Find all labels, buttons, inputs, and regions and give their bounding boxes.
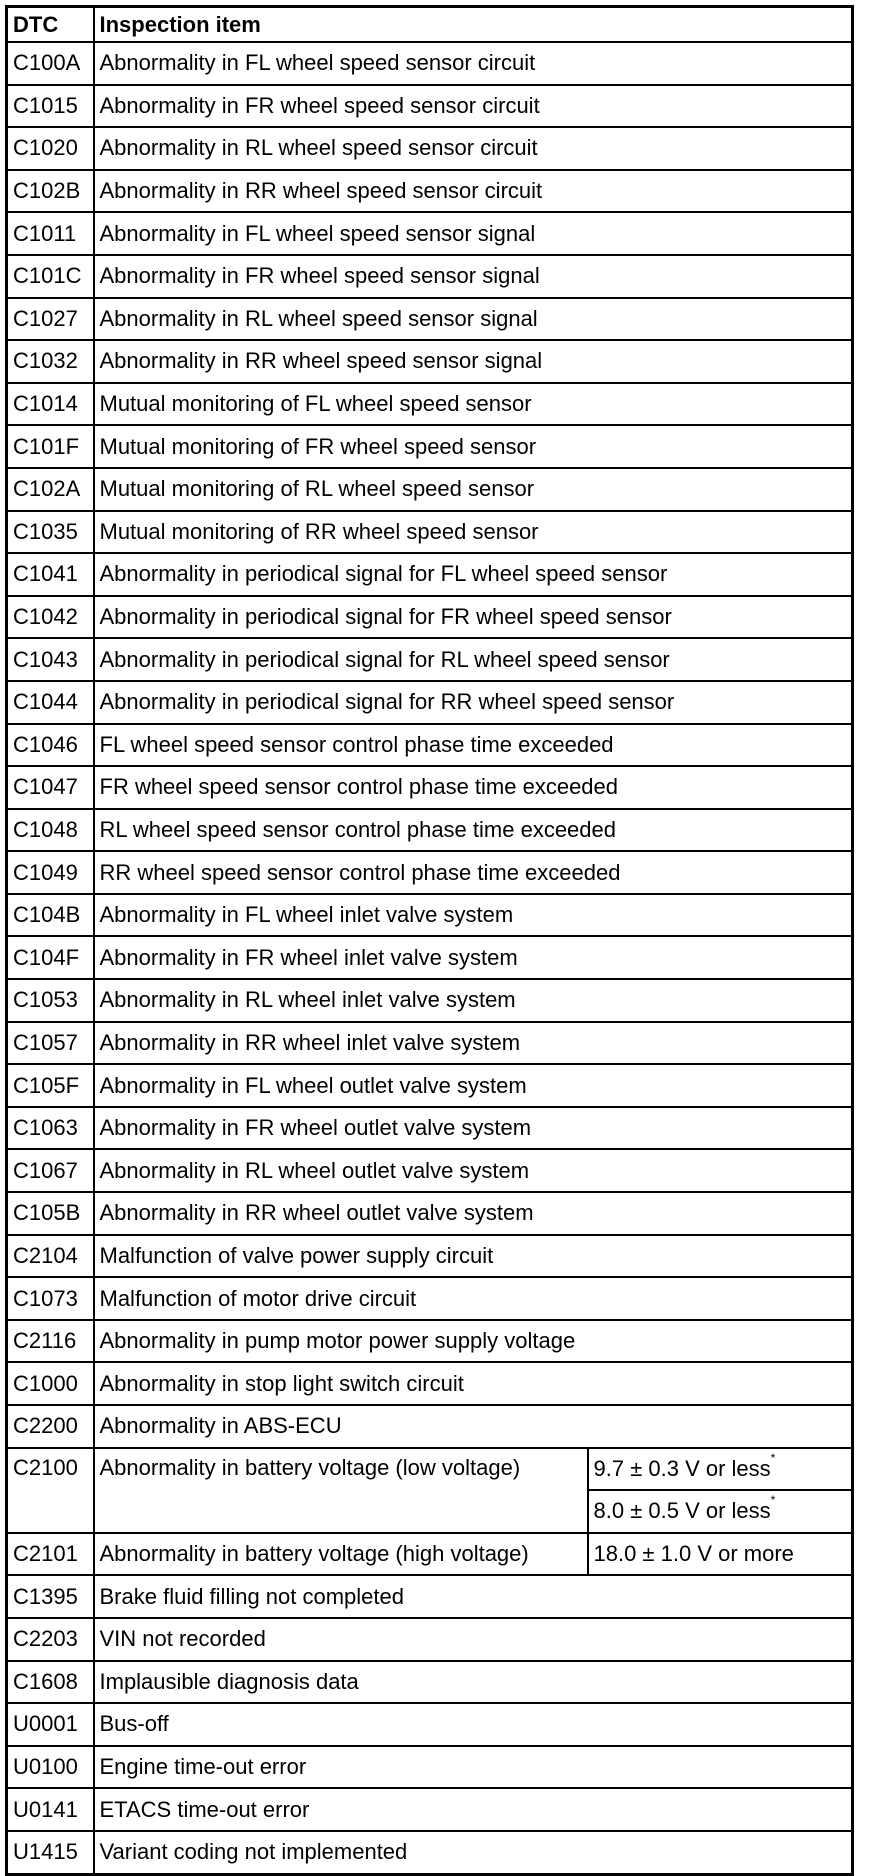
- inspection-item: Mutual monitoring of FR wheel speed sensor: [94, 425, 853, 468]
- dtc-code: C101F: [7, 425, 94, 468]
- table-row: [7, 1064, 853, 1107]
- threshold-low-2: [588, 1490, 853, 1533]
- dtc-code: C105B: [7, 1192, 94, 1235]
- dtc-code: C2200: [7, 1405, 94, 1448]
- dtc-code: C1063: [7, 1107, 94, 1150]
- table-row: [7, 127, 853, 170]
- dtc-code: C1027: [7, 298, 94, 341]
- dtc-code: C1020: [7, 127, 94, 170]
- threshold-high: 18.0 ± 1.0 V or more: [588, 1533, 853, 1576]
- inspection-item: Abnormality in pump motor power supply voltage: [94, 1320, 853, 1363]
- inspection-item: Mutual monitoring of RL wheel speed sensor: [94, 468, 853, 511]
- dtc-code: C1395: [7, 1575, 94, 1618]
- table-row: [7, 255, 853, 298]
- dtc-code: C105F: [7, 1064, 94, 1107]
- dtc-code: U0100: [7, 1746, 94, 1789]
- table-row: [7, 1831, 853, 1874]
- dtc-code: C102A: [7, 468, 94, 511]
- dtc-code: C100A: [7, 42, 94, 85]
- table-row: [7, 1107, 853, 1150]
- dtc-code: C1057: [7, 1022, 94, 1065]
- header-row: [7, 7, 853, 43]
- dtc-code: C1015: [7, 85, 94, 128]
- dtc-code: U0141: [7, 1788, 94, 1831]
- inspection-item: Abnormality in FL wheel speed sensor circuit: [94, 42, 853, 85]
- inspection-item: Abnormality in battery voltage (high voltage): [94, 1533, 588, 1576]
- table-row: [7, 212, 853, 255]
- dtc-code: C2203: [7, 1618, 94, 1661]
- inspection-item: Abnormality in RL wheel speed sensor signal: [94, 298, 853, 341]
- inspection-item: Brake fluid filling not completed: [94, 1575, 853, 1618]
- table-row: [7, 681, 853, 724]
- inspection-item: Abnormality in FL wheel speed sensor signal: [94, 212, 853, 255]
- table-row: [7, 425, 853, 468]
- table-row: [7, 724, 853, 767]
- inspection-item: Abnormality in FR wheel speed sensor circuit: [94, 85, 853, 128]
- dtc-code: C2101: [7, 1533, 94, 1576]
- inspection-item: Variant coding not implemented: [94, 1831, 853, 1874]
- dtc-code: C104B: [7, 894, 94, 937]
- table-row: [7, 85, 853, 128]
- inspection-item: VIN not recorded: [94, 1618, 853, 1661]
- table-row: [7, 1618, 853, 1661]
- table-row: [7, 809, 853, 852]
- table-row: [7, 1277, 853, 1320]
- table-row: [7, 1192, 853, 1235]
- inspection-item: Abnormality in periodical signal for FR wheel speed sensor: [94, 596, 853, 639]
- inspection-item: Abnormality in periodical signal for RR wheel speed sensor: [94, 681, 853, 724]
- inspection-item: Abnormality in FL wheel outlet valve system: [94, 1064, 853, 1107]
- dtc-code: C1047: [7, 766, 94, 809]
- dtc-code: C2104: [7, 1235, 94, 1278]
- inspection-item: Abnormality in RR wheel outlet valve system: [94, 1192, 853, 1235]
- dtc-code: C1042: [7, 596, 94, 639]
- dtc-code: U0001: [7, 1703, 94, 1746]
- table-row: [7, 638, 853, 681]
- dtc-code: C2116: [7, 1320, 94, 1363]
- inspection-item: Engine time-out error: [94, 1746, 853, 1789]
- table-row: [7, 511, 853, 554]
- table-row: [7, 1788, 853, 1831]
- inspection-item: Abnormality in FL wheel inlet valve system: [94, 894, 853, 937]
- dtc-code: C1053: [7, 979, 94, 1022]
- inspection-item: Abnormality in RR wheel speed sensor signal: [94, 340, 853, 383]
- inspection-item: Abnormality in FR wheel speed sensor signal: [94, 255, 853, 298]
- inspection-item: Malfunction of valve power supply circuit: [94, 1235, 853, 1278]
- inspection-item: FR wheel speed sensor control phase time exceeded: [94, 766, 853, 809]
- dtc-code: C1073: [7, 1277, 94, 1320]
- dtc-code: C1048: [7, 809, 94, 852]
- dtc-code: C1046: [7, 724, 94, 767]
- threshold-value: 8.0 ± 0.5 V or less: [593, 1498, 771, 1524]
- dtc-code: C101C: [7, 255, 94, 298]
- inspection-item: Abnormality in FR wheel inlet valve system: [94, 936, 853, 979]
- dtc-code: C1041: [7, 553, 94, 596]
- footnote-mark: *: [770, 1493, 776, 1508]
- inspection-item: Abnormality in RR wheel speed sensor circuit: [94, 170, 853, 213]
- inspection-item: Mutual monitoring of FL wheel speed sensor: [94, 383, 853, 426]
- inspection-item: Abnormality in RL wheel outlet valve system: [94, 1149, 853, 1192]
- dtc-code: C1014: [7, 383, 94, 426]
- column-header-dtc: DTC: [7, 7, 94, 43]
- inspection-item: Abnormality in RR wheel inlet valve system: [94, 1022, 853, 1065]
- table-row: [7, 1746, 853, 1789]
- table-row: [7, 1022, 853, 1065]
- inspection-item: Abnormality in ABS-ECU: [94, 1405, 853, 1448]
- table-row: [7, 979, 853, 1022]
- table-row-c2100: [7, 1448, 853, 1491]
- table-row: [7, 936, 853, 979]
- table-row: [7, 42, 853, 85]
- table-row: [7, 553, 853, 596]
- dtc-code: C1035: [7, 511, 94, 554]
- inspection-item: Abnormality in battery voltage (low voltage): [94, 1448, 588, 1533]
- dtc-table: [5, 5, 854, 1876]
- table-body: [7, 42, 853, 1874]
- table-row: [7, 340, 853, 383]
- inspection-item: Abnormality in RL wheel inlet valve system: [94, 979, 853, 1022]
- table-row: [7, 1575, 853, 1618]
- inspection-item: Bus-off: [94, 1703, 853, 1746]
- inspection-item: RR wheel speed sensor control phase time exceeded: [94, 851, 853, 894]
- table-row: [7, 1235, 853, 1278]
- table-row: [7, 298, 853, 341]
- footnote-mark: *: [770, 1450, 776, 1465]
- dtc-code: C1067: [7, 1149, 94, 1192]
- inspection-item: Implausible diagnosis data: [94, 1661, 853, 1704]
- table-row: [7, 851, 853, 894]
- table-row: [7, 468, 853, 511]
- inspection-item: RL wheel speed sensor control phase time exceeded: [94, 809, 853, 852]
- inspection-item: Abnormality in FR wheel outlet valve system: [94, 1107, 853, 1150]
- inspection-item: ETACS time-out error: [94, 1788, 853, 1831]
- dtc-code: C2100: [7, 1448, 94, 1533]
- table-row: [7, 894, 853, 937]
- threshold-low-1: [588, 1448, 853, 1491]
- table-row: [7, 596, 853, 639]
- table-row: [7, 1405, 853, 1448]
- dtc-code: C1043: [7, 638, 94, 681]
- table-row-c2101: [7, 1533, 853, 1576]
- table-row: [7, 1661, 853, 1704]
- dtc-code: C1044: [7, 681, 94, 724]
- dtc-code: U1415: [7, 1831, 94, 1874]
- dtc-code: C1049: [7, 851, 94, 894]
- table-row: [7, 1362, 853, 1405]
- dtc-code: C104F: [7, 936, 94, 979]
- inspection-item: Abnormality in stop light switch circuit: [94, 1362, 853, 1405]
- inspection-item: FL wheel speed sensor control phase time exceeded: [94, 724, 853, 767]
- dtc-code: C1000: [7, 1362, 94, 1405]
- inspection-item: Abnormality in periodical signal for RL wheel speed sensor: [94, 638, 853, 681]
- inspection-item: Mutual monitoring of RR wheel speed sensor: [94, 511, 853, 554]
- table-row: [7, 1320, 853, 1363]
- dtc-code: C1608: [7, 1661, 94, 1704]
- dtc-code: C1032: [7, 340, 94, 383]
- threshold-value: 9.7 ± 0.3 V or less: [593, 1455, 771, 1481]
- table-row: [7, 1149, 853, 1192]
- dtc-code: C102B: [7, 170, 94, 213]
- inspection-item: Malfunction of motor drive circuit: [94, 1277, 853, 1320]
- table-row: [7, 1703, 853, 1746]
- table-row: [7, 383, 853, 426]
- table-row: [7, 766, 853, 809]
- dtc-code: C1011: [7, 212, 94, 255]
- inspection-item: Abnormality in RL wheel speed sensor circuit: [94, 127, 853, 170]
- table-row: [7, 170, 853, 213]
- inspection-item: Abnormality in periodical signal for FL wheel speed sensor: [94, 553, 853, 596]
- column-header-inspection-item: Inspection item: [94, 7, 853, 43]
